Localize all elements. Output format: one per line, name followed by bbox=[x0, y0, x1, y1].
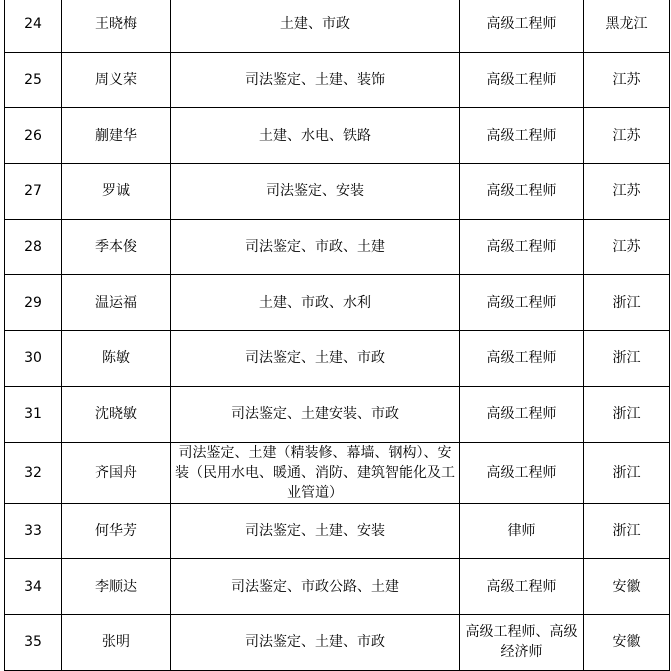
expert-specialty: 司法鉴定、市政公路、土建 bbox=[171, 559, 460, 615]
table-row bbox=[5, 0, 670, 52]
expert-title: 高级工程师 bbox=[460, 0, 584, 52]
expert-specialty: 司法鉴定、土建、市政 bbox=[171, 614, 460, 670]
row-number: 26 bbox=[5, 108, 62, 164]
row-number: 35 bbox=[5, 614, 62, 670]
expert-region: 浙江 bbox=[584, 331, 670, 387]
expert-specialty: 土建、市政、水利 bbox=[171, 275, 460, 331]
expert-name: 陈敏 bbox=[62, 331, 171, 387]
row-number: 25 bbox=[5, 52, 62, 108]
table-row bbox=[5, 219, 670, 275]
expert-title: 高级工程师 bbox=[460, 219, 584, 275]
expert-specialty: 司法鉴定、市政、土建 bbox=[171, 219, 460, 275]
expert-name: 张明 bbox=[62, 614, 171, 670]
expert-title: 高级工程师 bbox=[460, 164, 584, 220]
expert-region: 浙江 bbox=[584, 442, 670, 503]
row-number: 31 bbox=[5, 386, 62, 442]
expert-name: 周义荣 bbox=[62, 52, 171, 108]
row-number: 34 bbox=[5, 559, 62, 615]
table-row bbox=[5, 275, 670, 331]
expert-specialty: 司法鉴定、土建安装、市政 bbox=[171, 386, 460, 442]
expert-specialty: 土建、市政 bbox=[171, 0, 460, 52]
expert-region: 浙江 bbox=[584, 275, 670, 331]
expert-region: 安徽 bbox=[584, 559, 670, 615]
table-row bbox=[5, 442, 670, 503]
table-row bbox=[5, 614, 670, 670]
expert-specialty: 司法鉴定、土建、装饰 bbox=[171, 52, 460, 108]
row-number: 27 bbox=[5, 164, 62, 220]
expert-name: 李顺达 bbox=[62, 559, 171, 615]
table-row bbox=[5, 386, 670, 442]
expert-region: 江苏 bbox=[584, 164, 670, 220]
expert-title: 高级工程师、高级经济师 bbox=[460, 614, 584, 670]
expert-title: 高级工程师 bbox=[460, 559, 584, 615]
expert-name: 何华芳 bbox=[62, 503, 171, 559]
row-number: 24 bbox=[5, 0, 62, 52]
row-number: 32 bbox=[5, 442, 62, 503]
table-row bbox=[5, 108, 670, 164]
expert-title: 高级工程师 bbox=[460, 52, 584, 108]
table-row bbox=[5, 52, 670, 108]
row-number: 30 bbox=[5, 331, 62, 387]
table-row bbox=[5, 559, 670, 615]
expert-region: 浙江 bbox=[584, 386, 670, 442]
expert-name: 温运福 bbox=[62, 275, 171, 331]
table-row bbox=[5, 164, 670, 220]
expert-roster-table bbox=[4, 0, 670, 671]
table-row bbox=[5, 331, 670, 387]
expert-title: 高级工程师 bbox=[460, 275, 584, 331]
expert-name: 蒯建华 bbox=[62, 108, 171, 164]
row-number: 33 bbox=[5, 503, 62, 559]
expert-specialty: 司法鉴定、土建（精装修、幕墙、钢构）、安装（民用水电、暖通、消防、建筑智能化及工业管道） bbox=[171, 442, 460, 503]
row-number: 29 bbox=[5, 275, 62, 331]
expert-region: 江苏 bbox=[584, 52, 670, 108]
expert-name: 季本俊 bbox=[62, 219, 171, 275]
expert-name: 沈晓敏 bbox=[62, 386, 171, 442]
expert-title: 高级工程师 bbox=[460, 331, 584, 387]
expert-specialty: 司法鉴定、土建、安装 bbox=[171, 503, 460, 559]
expert-specialty: 土建、水电、铁路 bbox=[171, 108, 460, 164]
expert-title: 律师 bbox=[460, 503, 584, 559]
expert-region: 江苏 bbox=[584, 219, 670, 275]
expert-region: 黑龙江 bbox=[584, 0, 670, 52]
expert-title: 高级工程师 bbox=[460, 386, 584, 442]
expert-region: 浙江 bbox=[584, 503, 670, 559]
expert-name: 罗诚 bbox=[62, 164, 171, 220]
expert-title: 高级工程师 bbox=[460, 108, 584, 164]
expert-region: 江苏 bbox=[584, 108, 670, 164]
expert-specialty: 司法鉴定、安装 bbox=[171, 164, 460, 220]
expert-region: 安徽 bbox=[584, 614, 670, 670]
expert-specialty: 司法鉴定、土建、市政 bbox=[171, 331, 460, 387]
expert-name: 齐国舟 bbox=[62, 442, 171, 503]
expert-name: 王晓梅 bbox=[62, 0, 171, 52]
table-row bbox=[5, 503, 670, 559]
expert-title: 高级工程师 bbox=[460, 442, 584, 503]
row-number: 28 bbox=[5, 219, 62, 275]
